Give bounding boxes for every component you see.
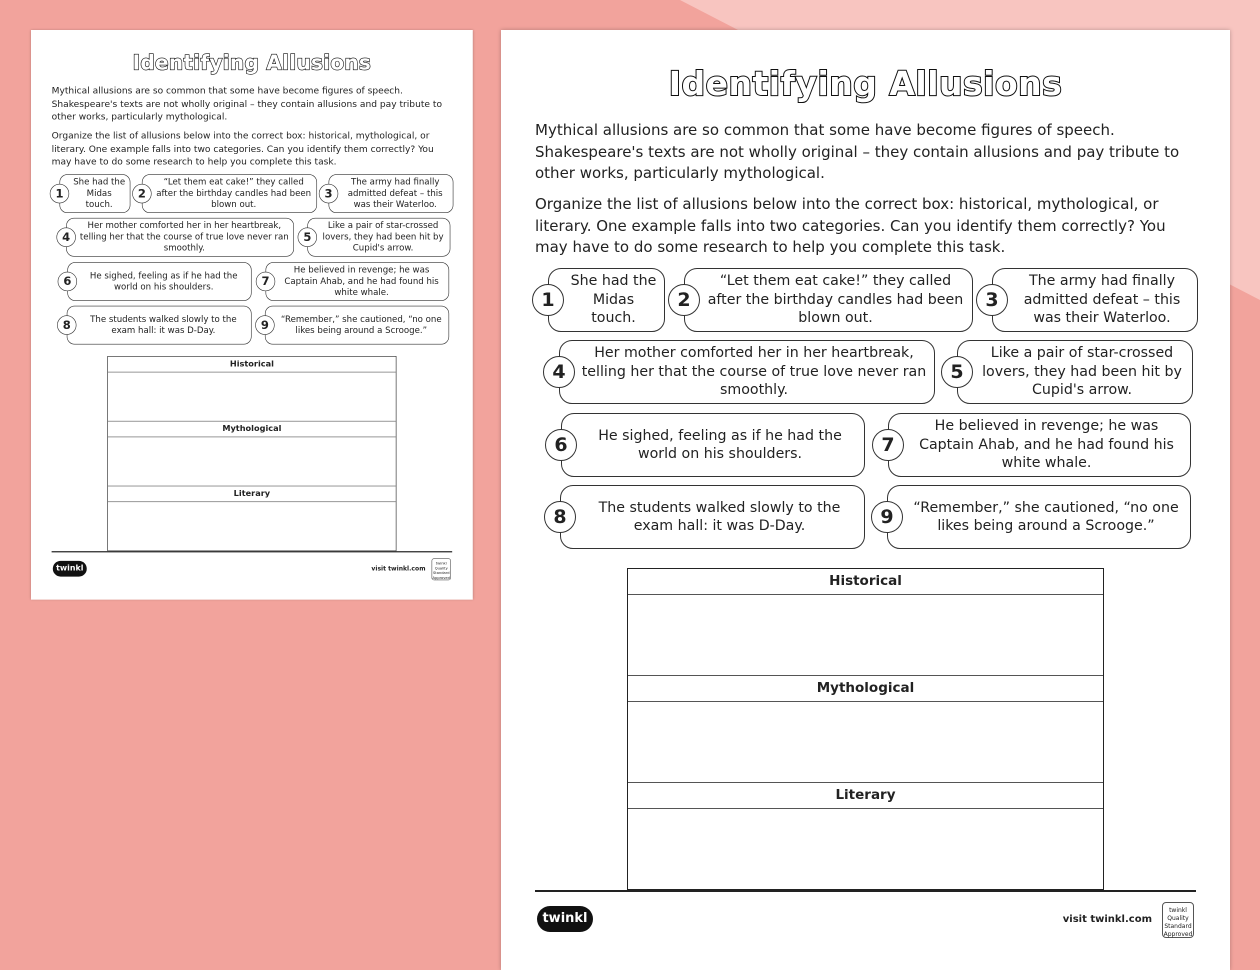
answer-area[interactable]: [628, 595, 1103, 675]
category-table: [107, 356, 396, 551]
item-number: 5: [941, 356, 973, 388]
section-header: Mythological: [108, 421, 396, 437]
allusion-item-6: [63, 262, 251, 301]
allusion-text: Like a pair of star-crossed lovers, they had been hit by Cupid's arrow.: [307, 218, 450, 257]
item-number: 7: [256, 272, 275, 291]
item-number: 2: [668, 284, 700, 316]
allusion-item-9: [880, 485, 1191, 549]
allusion-text: Like a pair of star-crossed lovers, they had been hit by Cupid's arrow.: [957, 340, 1193, 404]
item-number: 3: [976, 284, 1008, 316]
item-number: 6: [545, 429, 577, 461]
section-header: Literary: [108, 486, 396, 502]
allusion-item-4: [62, 218, 294, 257]
section-header: Historical: [108, 357, 396, 373]
allusion-text: He sighed, feeling as if he had the world on his shoulders.: [67, 262, 251, 301]
instructions-paragraph: Organize the list of allusions below into the correct box: historical, mythological, or literary. One example falls into two categories. Can you identify them correctly? You may have to do some research to help you complete this task.: [51, 129, 434, 167]
allusion-text: She had the Midas touch.: [59, 174, 130, 213]
worksheet-preview-thumbnail[interactable]: [31, 30, 473, 600]
allusion-text: Her mother comforted her in her heartbreak, telling her that the course of true love never ran smoothly.: [66, 218, 294, 257]
item-number: 8: [544, 501, 576, 533]
allusion-text: She had the Midas touch.: [548, 268, 665, 332]
worksheet-preview-large: [501, 30, 1230, 970]
answer-area[interactable]: [108, 502, 396, 550]
allusion-text: The army had finally admitted defeat – this was their Waterloo.: [329, 174, 454, 213]
allusion-item-7: [261, 262, 450, 301]
answer-area[interactable]: [108, 437, 396, 485]
allusion-text: The students walked slowly to the exam hall: it was D-Day.: [560, 485, 865, 549]
mythological-section: [628, 675, 1103, 782]
item-number: 6: [58, 272, 77, 291]
answer-area[interactable]: [628, 809, 1103, 889]
item-number: 1: [50, 184, 69, 203]
answer-area[interactable]: [628, 702, 1103, 782]
intro-paragraph: Mythical allusions are so common that some have become figures of speech. Shakespeare's texts are not wholly original – they contain allusions and pay tribute to other works, particularly mythological.: [51, 85, 443, 123]
allusion-text: He believed in revenge; he was Captain Ahab, and he had found his white whale.: [266, 262, 450, 301]
footer-divider: [535, 890, 1196, 892]
allusion-text: “Remember,” she cautioned, “no one likes being around a Scrooge.”: [887, 485, 1191, 549]
item-number: 8: [57, 315, 76, 334]
answer-area[interactable]: [108, 372, 396, 420]
allusion-text: “Let them eat cake!” they called after the birthday candles had been blown out.: [142, 174, 317, 213]
allusion-item-8: [553, 485, 865, 549]
item-number: 4: [56, 228, 75, 247]
allusion-item-4: [552, 340, 935, 404]
visit-link[interactable]: visit twinkl.com: [371, 565, 426, 573]
allusion-item-7: [881, 413, 1191, 477]
quality-badge-icon: twinkl Quality Standard Approved: [1162, 902, 1194, 938]
section-header: Literary: [628, 783, 1103, 809]
worksheet-title: Identifying Allusions: [132, 50, 372, 75]
item-number: 7: [872, 429, 904, 461]
twinkl-logo: twinkl: [53, 561, 87, 577]
allusion-item-2: [137, 174, 317, 213]
allusion-text: He sighed, feeling as if he had the world on his shoulders.: [561, 413, 865, 477]
item-number: 2: [132, 184, 151, 203]
allusion-item-9: [260, 306, 449, 345]
item-number: 9: [871, 501, 903, 533]
instructions-paragraph: Organize the list of allusions below into the correct box: historical, mythological, or literary. One example falls into two categories. Can you identify them correctly? You may have to do some research to help you complete this task.: [535, 195, 1166, 256]
literary-section: [628, 782, 1103, 889]
mythological-section: [108, 421, 396, 486]
allusion-item-2: [677, 268, 973, 332]
category-table: [627, 568, 1104, 890]
allusion-item-1: [541, 268, 665, 332]
section-header: Historical: [628, 569, 1103, 595]
allusion-item-6: [554, 413, 865, 477]
historical-section: [628, 569, 1103, 675]
item-number: 3: [319, 184, 338, 203]
item-number: 9: [255, 315, 274, 334]
allusion-item-1: [55, 174, 130, 213]
item-number: 4: [543, 356, 575, 388]
allusion-text: The army had finally admitted defeat – this was their Waterloo.: [992, 268, 1198, 332]
allusion-text: The students walked slowly to the exam hall: it was D-Day.: [67, 306, 252, 345]
item-number: 5: [298, 228, 317, 247]
allusion-item-3: [985, 268, 1198, 332]
section-header: Mythological: [628, 676, 1103, 702]
allusion-item-8: [62, 306, 252, 345]
historical-section: [108, 357, 396, 421]
allusion-item-3: [324, 174, 454, 213]
worksheet-title: Identifying Allusions: [668, 64, 1063, 103]
allusion-item-5: [950, 340, 1193, 404]
allusion-text: “Let them eat cake!” they called after the birthday candles had been blown out.: [684, 268, 973, 332]
literary-section: [108, 486, 396, 551]
visit-link[interactable]: visit twinkl.com: [1062, 914, 1152, 925]
item-number: 1: [532, 284, 564, 316]
intro-paragraph: Mythical allusions are so common that some have become figures of speech. Shakespeare's texts are not wholly original – they contain allusions and pay tribute to other works, particularly mythological.: [535, 121, 1180, 182]
twinkl-logo: twinkl: [537, 906, 593, 932]
allusion-text: He believed in revenge; he was Captain Ahab, and he had found his white whale.: [888, 413, 1191, 477]
footer-divider: [52, 551, 453, 552]
allusion-text: Her mother comforted her in her heartbreak, telling her that the course of true love never ran smoothly.: [559, 340, 935, 404]
allusion-item-5: [303, 218, 450, 257]
quality-badge-icon: twinkl Quality Standard Approved: [432, 558, 451, 580]
allusion-text: “Remember,” she cautioned, “no one likes being around a Scrooge.”: [265, 306, 449, 345]
